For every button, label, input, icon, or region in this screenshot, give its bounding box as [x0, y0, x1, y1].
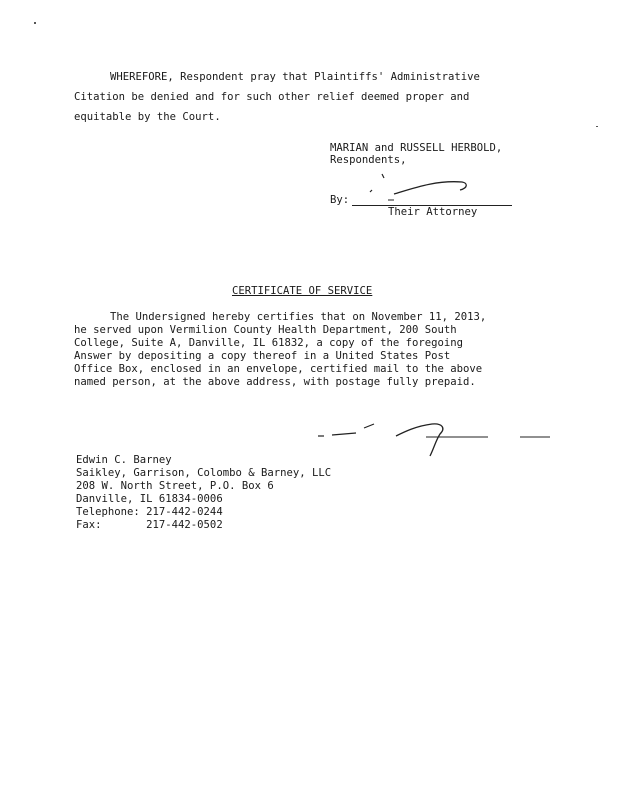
certificate-line: Answer by depositing a copy thereof in a United States Post — [74, 350, 451, 362]
certificate-line: named person, at the above address, with postage fully prepaid. — [74, 376, 476, 388]
certificate-line: Office Box, enclosed in an envelope, certified mail to the above — [74, 363, 483, 375]
respondent-role: Respondents, — [330, 154, 407, 166]
certificate-title: CERTIFICATE OF SERVICE — [232, 285, 373, 297]
certificate-signature — [308, 418, 558, 458]
attorney-label: Their Attorney — [388, 206, 478, 218]
certificate-line: he served upon Vermilion County Health Department, 200 South — [74, 324, 457, 336]
city-state-zip: Danville, IL 61834-0006 — [76, 493, 223, 505]
fax: Fax: 217-442-0502 — [76, 519, 223, 531]
certificate-line: College, Suite A, Danville, IL 61832, a copy of the foregoing — [74, 337, 464, 349]
certificate-line: The Undersigned hereby certifies that on November 11, 2013, — [110, 311, 487, 323]
scan-speck — [34, 22, 36, 24]
respondent-names: MARIAN and RUSSELL HERBOLD, — [330, 142, 503, 154]
closing-line: WHEREFORE, Respondent pray that Plaintiffs' Administrative — [110, 71, 480, 83]
attorney-name: Edwin C. Barney — [76, 454, 172, 466]
by-label: By: — [330, 194, 350, 206]
scan-speck — [596, 126, 598, 127]
law-firm: Saikley, Garrison, Colombo & Barney, LLC — [76, 467, 332, 479]
closing-line: equitable by the Court. — [74, 111, 221, 123]
closing-line: Citation be denied and for such other relief deemed proper and — [74, 91, 470, 103]
street-address: 208 W. North Street, P.O. Box 6 — [76, 480, 274, 492]
telephone: Telephone: 217-442-0244 — [76, 506, 223, 518]
